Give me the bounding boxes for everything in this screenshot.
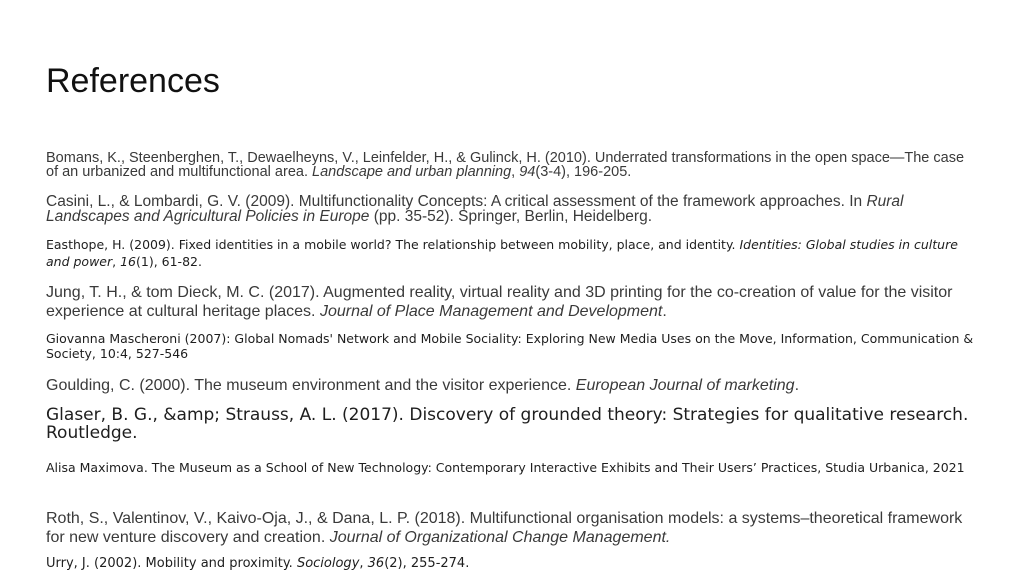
reference-text: Jung, T. H., & tom Dieck, M. C. (2017). Augmented reality, virtual reality and 3D printing for the co-creation of value for the visitor experience at cultural heritage places. <box>46 284 953 320</box>
reference-item: Alisa Maximova. The Museum as a School of New Technology: Contemporary Interactive Exhibits and Their Users’ Practices, Studia Urbanica, 2021 <box>46 460 965 475</box>
separator: , <box>511 164 520 180</box>
reference-tail: (2), 255-274. <box>384 556 470 571</box>
reference-item <box>46 194 976 224</box>
reference-item <box>46 151 976 179</box>
reference-tail: . <box>794 377 800 394</box>
journal-title: Identities: Global studies in culture and power <box>46 237 958 269</box>
reference-text: Easthope, H. (2009). Fixed identities in a mobile world? The relationship between mobility, place, and identity. <box>46 237 740 252</box>
reference-tail: (pp. 35-52). Springer, Berlin, Heidelberg. <box>369 208 653 225</box>
volume-number: 36 <box>367 556 385 571</box>
reference-item <box>46 376 976 395</box>
separator: , <box>359 556 368 571</box>
reference-text: Urry, J. (2002). Mobility and proximity. <box>46 556 297 571</box>
reference-item <box>46 236 976 270</box>
reference-text: Casini, L., & Lombardi, G. V. (2009). Multifunctionality Concepts: A critical assessment of the framework approaches. In <box>46 193 867 210</box>
reference-text: Bomans, K., Steenberghen, T., Dewaelheyns, V., Leinfelder, H., & Gulinck, H. (2010). Underrated transformations in the open space—The case of an urbanized and multifunctional area. <box>46 150 965 180</box>
reference-item <box>46 556 976 572</box>
reference-text: Roth, S., Valentinov, V., Kaivo-Oja, J., & Dana, L. P. (2018). Multifunctional organisation models: a systems–theoretical framework for new venture discovery and creation. <box>46 510 963 546</box>
journal-title: Journal of Place Management and Development <box>319 303 663 320</box>
reference-item: Glaser, B. G., &amp; Strauss, A. L. (2017). Discovery of grounded theory: Strategies for qualitative research. Routledge. <box>46 405 969 443</box>
reference-tail: (3-4), 196-205. <box>535 164 632 180</box>
reference-text: Goulding, C. (2000). The museum environment and the visitor experience. <box>46 377 576 394</box>
volume-number: 16 <box>120 254 136 269</box>
reference-item <box>46 509 976 547</box>
reference-item <box>46 283 976 321</box>
slide-title: References <box>46 62 220 100</box>
separator: , <box>112 254 121 269</box>
volume-number: 94 <box>519 164 536 180</box>
reference-tail: . <box>662 303 667 320</box>
journal-title: European Journal of marketing <box>575 377 795 394</box>
journal-title: Landscape and urban planning <box>312 164 512 180</box>
reference-item: Giovanna Mascheroni (2007): Global Nomads' Network and Mobile Sociality: Exploring New Media Uses on the Move, Information, Communication & Society, 10:4, 527-546 <box>46 331 974 361</box>
book-title: Rural Landscapes and Agricultural Policies in Europe <box>46 193 904 225</box>
reference-tail: (1), 61-82. <box>136 254 202 269</box>
journal-title: Sociology <box>296 556 360 571</box>
journal-title: Journal of Organizational Change Management. <box>329 529 671 546</box>
